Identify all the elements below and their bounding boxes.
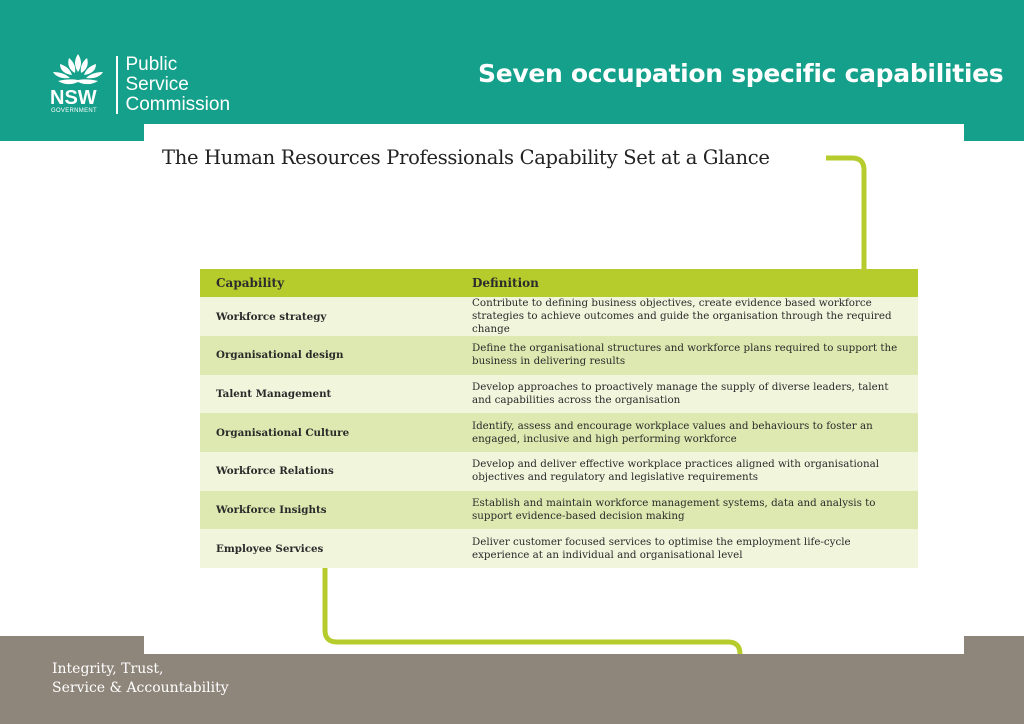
capability-table [200, 269, 918, 568]
slide-title: Seven occupation specific capabilities [478, 59, 1004, 88]
definition-cell: Develop and deliver effective workplace practices aligned with organisational objectives and regulatory and legislative requirements [456, 452, 918, 491]
definition-cell: Establish and maintain workforce management systems, data and analysis to support evidence-based decision making [456, 491, 918, 530]
definition-cell: Identify, assess and encourage workplace values and behaviours to foster an engaged, inclusive and high performing workforce [456, 413, 918, 452]
table-row [200, 491, 918, 530]
logo-line-public: Public [125, 54, 178, 75]
nsw-psc-logo [50, 52, 230, 118]
table-header-row [200, 269, 918, 297]
capability-card [144, 124, 964, 654]
capability-cell: Organisational Culture [200, 413, 456, 452]
capability-cell: Workforce strategy [200, 297, 456, 336]
capability-cell: Workforce Relations [200, 452, 456, 491]
logo-line-service: Service [125, 74, 189, 95]
footer-line-2: Service & Accountability [52, 680, 229, 696]
waratah-icon [50, 52, 106, 116]
definition-cell: Contribute to defining business objectives, create evidence based workforce strategies to achieve outcomes and guide the organisation through the required change [456, 297, 918, 336]
footer-line-1: Integrity, Trust, [52, 661, 164, 677]
table-row [200, 297, 918, 336]
capability-cell: Talent Management [200, 375, 456, 414]
definition-cell: Define the organisational structures and workforce plans required to support the business in delivering results [456, 336, 918, 375]
table-row [200, 375, 918, 414]
definition-cell: Develop approaches to proactively manage the supply of diverse leaders, talent and capabilities across the organisation [456, 375, 918, 414]
capability-cell: Organisational design [200, 336, 456, 375]
footer-tagline [52, 660, 229, 698]
table-row [200, 336, 918, 375]
table-row [200, 413, 918, 452]
table-row [200, 529, 918, 568]
card-heading: The Human Resources Professionals Capability Set at a Glance [162, 146, 770, 169]
column-header-definition: Definition [456, 269, 918, 297]
logo-org-name [126, 55, 231, 115]
table-row [200, 452, 918, 491]
logo-government-text: GOVERNMENT [51, 108, 98, 114]
capability-cell: Employee Services [200, 529, 456, 568]
logo-nsw-text: NSW [50, 87, 97, 109]
logo-divider [116, 56, 118, 114]
logo-line-commission: Commission [125, 94, 231, 115]
column-header-capability: Capability [200, 269, 456, 297]
definition-cell: Deliver customer focused services to optimise the employment life-cycle experience at an individual and organisational level [456, 529, 918, 568]
capability-cell: Workforce Insights [200, 491, 456, 530]
